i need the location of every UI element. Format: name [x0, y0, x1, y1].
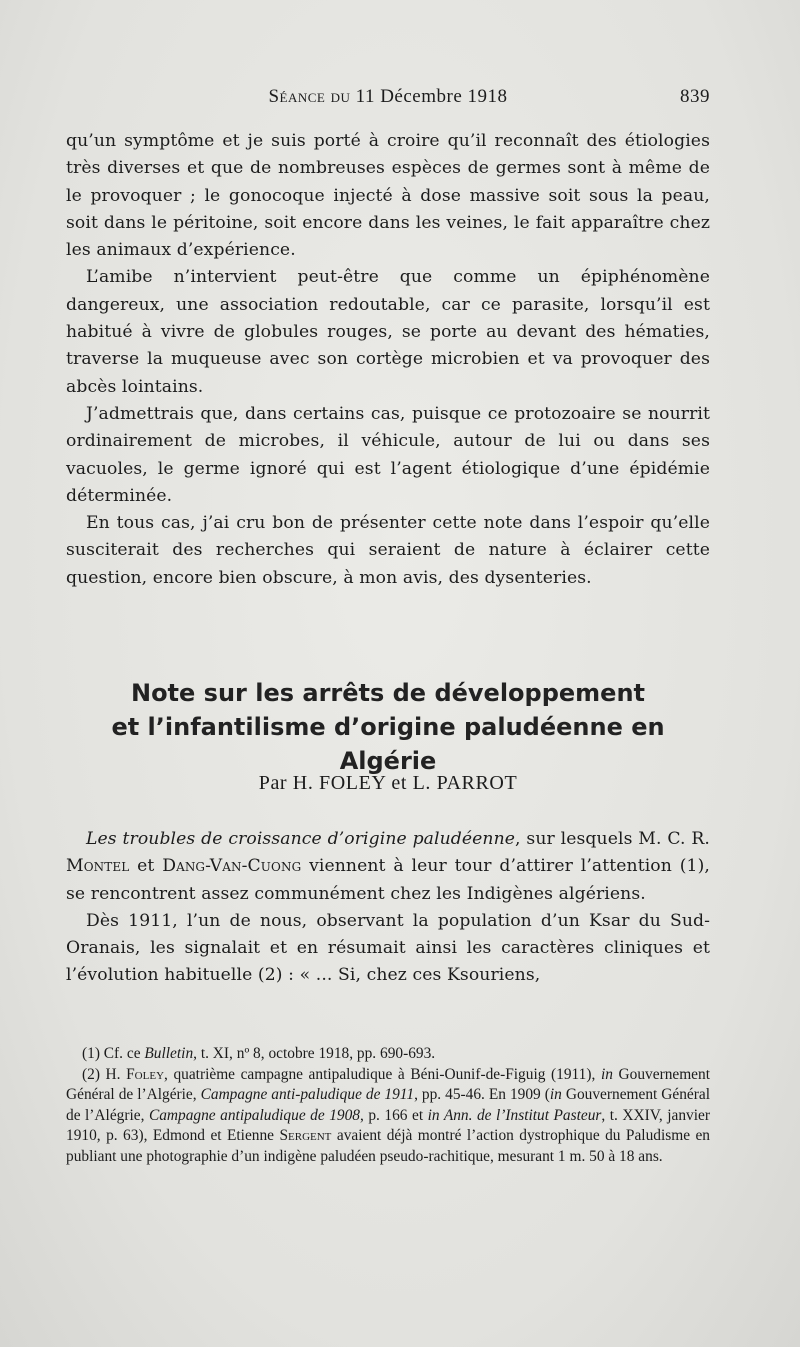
paragraph: Les troubles de croissance d’origine paludéenne, sur lesquels M. C. R. Montel et Dang-Van-Cuong viennent à leur tour d’attirer l’attention (1), se rencontrent assez communément chez les Indigènes algériens. [66, 829, 710, 904]
article-body [66, 826, 710, 990]
running-head-date: 11 Décembre 1918 [355, 86, 508, 107]
paragraph: Dès 1911, l’un de nous, observant la population d’un Ksar du Sud-Oranais, les signalait et en résumait ainsi les caractères cliniques et l’évolution habituelle (2) : « ... Si, chez ces Ksouriens, [66, 910, 710, 986]
footnote-1: (1) Cf. ce Bulletin, t. XI, nº 8, octobre 1918, pp. 690-693. [82, 1045, 436, 1062]
paragraph: qu’un symptôme et je suis porté à croire qu’il reconnaît des étiologies très diverses et que de nombreuses espèces de germes sont à même de le provoquer ; le gonocoque injecté à dose massive soit sous la peau, soit dans le péritoine, soit encore dans les veines, le fait apparaître chez les animaux d’expérience. [66, 131, 710, 261]
author-name: Dang-Van-Cuong [162, 856, 302, 877]
italic-phrase: Les troubles de croissance d’origine paludéenne [86, 829, 516, 849]
running-head [66, 86, 710, 108]
body-text-continued [66, 128, 710, 592]
footnotes [66, 1044, 710, 1168]
author-name: Montel [66, 856, 130, 877]
paragraph: J’admettrais que, dans certains cas, puisque ce protozoaire se nourrit ordinairement de microbes, il véhicule, autour de lui ou dans ses vacuoles, le germe ignoré qui est l’agent étiologique d’une épidémie déterminée. [66, 403, 710, 506]
title-line: et l’infantilisme d’origine paludéenne en Algérie [111, 713, 665, 775]
page-header [66, 86, 710, 112]
page-number: 839 [680, 86, 710, 107]
running-head-prefix: Séance du [268, 86, 351, 107]
paragraph: En tous cas, j’ai cru bon de présenter cette note dans l’espoir qu’elle susciterait des recherches qui seraient de nature à éclairer cette question, encore bien obscure, à mon avis, des dysenteries. [66, 513, 710, 588]
footnote-2: (2) H. Foley, quatrième campagne antipaludique à Béni-Ounif-de-Figuig (1911), in Gouvernement Général de l’Algérie, Campagne anti-paludique de 1911, pp. 45-46. En 1909 (in Gouvernement Général de l’Alégrie, Campagne antipaludique de 1908, p. 166 et in Ann. de l’Institut Pasteur, t. XXIV, janvier 1910, p. 63), Edmond et Etienne Sergent avaient déjà montré l’action dystrophique du Paludisme en publiant une photographie d’un indigène paludéen pseudo-rachitique, mesurant 1 m. 50 à 18 ans. [66, 1065, 711, 1165]
title-line: Note sur les arrêts de développement [130, 679, 646, 707]
paragraph: L’amibe n’intervient peut-être que comme un épiphénomène dangereux, une association redoutable, car ce parasite, lorsqu’il est habitué à vivre de globules rouges, se porte au devant des hématies, traverse la muqueuse avec son cortège microbien et va provoquer des abcès lointains. [66, 267, 710, 397]
article-byline: Par H. FOLEY et L. PARROT [258, 772, 518, 794]
article-title [66, 676, 710, 778]
